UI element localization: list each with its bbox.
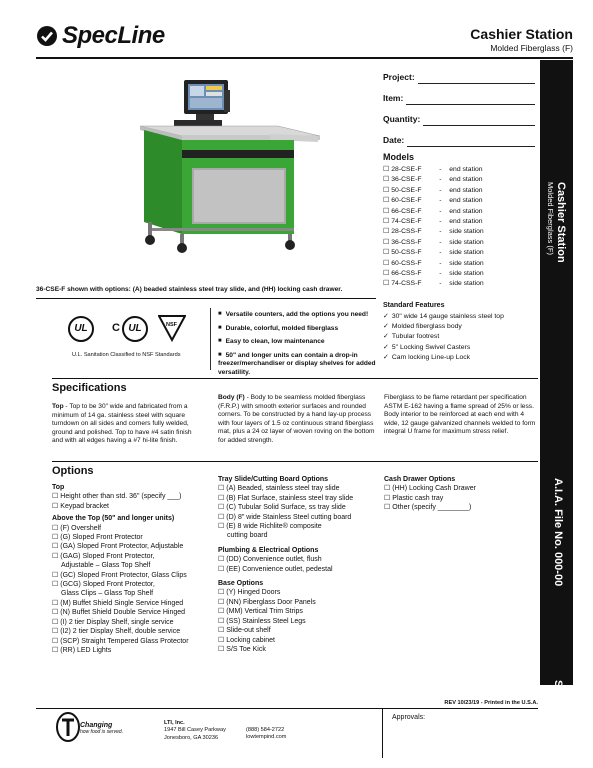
- cert-caption: U.L. Sanitation Classified to NSF Standards: [72, 352, 181, 358]
- sidebar-title: Cashier Station: [555, 182, 567, 263]
- company-address-2: Jonesboro, GA 30236: [164, 734, 219, 741]
- checkmark-circle-icon: [36, 25, 58, 47]
- options-col-1: [52, 483, 212, 655]
- project-label: Project:: [383, 72, 415, 82]
- model-row[interactable]: [383, 248, 535, 258]
- cul-logo: [112, 316, 152, 342]
- project-line[interactable]: [418, 72, 535, 84]
- company-info: [164, 720, 226, 742]
- spec-col-2-label: Body (F): [218, 394, 245, 401]
- brand-logo: [36, 22, 165, 50]
- feature-item: ✓ Molded fiberglass body: [383, 322, 538, 332]
- company-address-1: 1947 Bill Casey Parkway: [164, 727, 226, 734]
- model-type: side station: [449, 259, 484, 267]
- option-item[interactable]: ☐ Keypad bracket: [52, 502, 212, 511]
- caption-rule: [36, 298, 376, 299]
- option-item[interactable]: ☐ (B) Flat Surface, stainless steel tray slide: [218, 494, 378, 503]
- lti-logo: [56, 712, 80, 742]
- option-item[interactable]: ☐ Other (specify ________): [384, 503, 538, 512]
- option-item[interactable]: ☐ Plastic cash tray: [384, 494, 538, 503]
- option-item[interactable]: ☐ (C) Tubular Solid Surface, ss tray slide: [218, 503, 378, 512]
- model-row[interactable]: [383, 269, 535, 279]
- project-field[interactable]: [383, 72, 535, 84]
- highlight-item: ■ Easy to clean, low maintenance: [218, 337, 376, 347]
- options-title: Options: [52, 465, 94, 477]
- options-plumb-title: Plumbing & Electrical Options: [218, 546, 319, 554]
- model-separator: -: [439, 218, 442, 226]
- model-separator: -: [439, 280, 442, 288]
- model-separator: -: [439, 166, 442, 173]
- date-label: Date:: [383, 135, 405, 145]
- option-item[interactable]: ☐ (G) Sloped Front Protector: [52, 533, 212, 542]
- tagline-main: Changing: [80, 722, 113, 729]
- model-type: end station: [449, 197, 483, 205]
- quantity-label: Quantity:: [383, 114, 421, 124]
- option-item[interactable]: ☐ (NN) Fiberglass Door Panels: [218, 598, 378, 607]
- option-item[interactable]: ☐ (N) Buffet Shield Double Service Hinged: [52, 608, 212, 617]
- quantity-line[interactable]: [423, 114, 535, 126]
- model-code: ☐ 50-CSS-F: [391, 249, 422, 257]
- sidebar-title-group: [546, 182, 567, 263]
- item-field[interactable]: [383, 93, 535, 105]
- model-type: end station: [449, 166, 483, 173]
- specifications-title: Specifications: [52, 382, 127, 394]
- page-title: Cashier Station: [470, 26, 573, 42]
- model-code: ☐ 66-CSE-F: [391, 207, 422, 215]
- option-item[interactable]: ☐ (GCG) Sloped Front Protector,: [52, 580, 212, 589]
- option-item-continued: Adjustable – Glass Top Shelf: [61, 562, 151, 570]
- sidebar-sis: SIS No. 000-00: [552, 680, 564, 756]
- product-image: [120, 72, 320, 282]
- spec-col-2: [218, 394, 376, 446]
- options-tray-list: [218, 484, 378, 540]
- feature-item: ✓ 5" Locking Swivel Casters: [383, 343, 538, 353]
- option-item[interactable]: ☐ (RR) LED Lights: [52, 646, 212, 655]
- header-title: [470, 26, 573, 53]
- option-item[interactable]: ☐ (EE) Convenience outlet, pedestal: [218, 565, 378, 574]
- sidebar-subtitle: Molded Fiberglass (F): [546, 182, 555, 255]
- option-item[interactable]: ☐ (SS) Stainless Steel Legs: [218, 617, 378, 626]
- option-item-continued: cutting board: [227, 532, 268, 540]
- model-type: end station: [449, 176, 483, 184]
- model-row[interactable]: [383, 186, 535, 196]
- right-sidebar: [540, 60, 573, 756]
- cul-ring: [122, 316, 148, 342]
- spec-col-3: Fiberglass to be flame retardant per specification ASTM E-162 having a flame spread of 25% or less. Body interior to be reinforced at each end with 4 wide, 12 gauge galvanized channels welded to form integral U frame for maximum stress relief.: [384, 394, 536, 436]
- model-row[interactable]: [383, 175, 535, 185]
- header-rule: [36, 57, 573, 59]
- option-item[interactable]: ☐ (GC) Sloped Front Protector, Glass Clips: [52, 571, 212, 580]
- option-item[interactable]: ☐ (DD) Convenience outlet, flush: [218, 555, 378, 564]
- option-item[interactable]: ☐ (Y) Hinged Doors: [218, 588, 378, 597]
- features-list: [383, 312, 538, 363]
- page-subtitle: Molded Fiberglass (F): [490, 43, 573, 53]
- model-row[interactable]: [383, 279, 535, 289]
- models-list: [383, 165, 535, 290]
- model-type: end station: [449, 186, 483, 194]
- feature-item: ✓ Tubular footrest: [383, 332, 538, 342]
- option-item[interactable]: ☐ (E) 8 wide Richlite® composite: [218, 522, 378, 531]
- contact-info: [246, 727, 286, 742]
- model-separator: -: [439, 259, 442, 267]
- model-separator: -: [439, 249, 442, 257]
- model-type: side station: [449, 280, 484, 288]
- approvals-label: Approvals:: [392, 714, 426, 721]
- model-code: ☐ 60-CSE-F: [391, 197, 422, 205]
- specs-rule-top: [52, 378, 538, 379]
- model-code: ☐ 36-CSS-F: [391, 238, 422, 246]
- options-base-title: Base Options: [218, 580, 264, 588]
- logo-text: SpecLine: [62, 22, 165, 49]
- option-item[interactable]: ☐ (GA) Sloped Front Protector, Adjustable: [52, 542, 212, 551]
- options-base-list: [218, 588, 378, 654]
- nsf-logo: [158, 314, 186, 342]
- item-line[interactable]: [406, 93, 535, 105]
- model-code: ☐ 36-CSE-F: [391, 176, 422, 184]
- model-code: ☐ 28-CSS-F: [391, 228, 422, 236]
- ul-logo-text: UL: [74, 323, 88, 334]
- model-separator: -: [439, 207, 442, 215]
- option-item[interactable]: ☐ (F) Overshelf: [52, 524, 212, 533]
- quantity-field[interactable]: [383, 114, 535, 126]
- spec-col-1: [52, 403, 202, 446]
- revision-text: REV 10/23/19 - Printed in the U.S.A.: [444, 700, 538, 706]
- model-separator: -: [439, 228, 442, 236]
- model-code: ☐ 74-CSE-F: [391, 218, 422, 226]
- option-item[interactable]: ☐ (A) Beaded, stainless steel tray slide: [218, 484, 378, 493]
- highlight-item: ■ Durable, colorful, molded fiberglass: [218, 324, 376, 334]
- model-code: ☐ 74-CSS-F: [391, 280, 422, 288]
- ul-logo: [68, 316, 94, 342]
- option-item[interactable]: ☐ Height other than std. 36" (specify ___): [52, 492, 212, 501]
- item-label: Item:: [383, 93, 404, 103]
- spec-col-1-text: - Top to be 30" wide and fabricated from a minimum of 14 ga. stainless steel with square turndown on all sides and corners fully welded, ground and polished. Top to have #4 satin finish and with all edges having a #7 hi-lite finish.: [52, 403, 192, 445]
- footer-rule: [36, 708, 538, 709]
- model-code: ☐ 28-CSE-F: [391, 166, 422, 173]
- cul-logo-text: UL: [128, 323, 142, 334]
- options-col-2: [218, 475, 378, 654]
- highlights: [218, 310, 376, 382]
- options-plumb-list: [218, 555, 378, 574]
- footer-divider: [382, 708, 383, 758]
- spec-col-1-label: Top: [52, 403, 64, 410]
- model-type: end station: [449, 218, 483, 226]
- model-row[interactable]: [383, 238, 535, 248]
- feature-item: ✓ Cam locking Line-up Lock: [383, 353, 538, 363]
- options-col-3: [384, 475, 538, 513]
- options-cash-list: [384, 484, 538, 512]
- model-row[interactable]: [383, 259, 535, 269]
- tagline: [80, 722, 123, 735]
- model-code: ☐ 50-CSE-F: [391, 186, 422, 194]
- model-row[interactable]: [383, 196, 535, 206]
- tagline-sub: how food is served.: [80, 729, 124, 735]
- options-tray-title: Tray Slide/Cutting Board Options: [218, 476, 329, 483]
- option-item[interactable]: ☐ (GAG) Sloped Front Protector,: [52, 552, 212, 561]
- model-code: ☐ 60-CSS-F: [391, 259, 422, 267]
- model-code: ☐ 66-CSS-F: [391, 270, 422, 278]
- nsf-logo-text: NSF: [166, 322, 177, 328]
- option-item[interactable]: ☐ (HH) Locking Cash Drawer: [384, 484, 538, 493]
- option-item[interactable]: ☐ (M) Buffet Shield Single Service Hinged: [52, 599, 212, 608]
- model-row[interactable]: [383, 217, 535, 227]
- model-separator: -: [439, 186, 442, 194]
- option-item[interactable]: ☐ Locking cabinet: [218, 636, 378, 645]
- model-separator: -: [439, 176, 442, 184]
- option-item[interactable]: ☐ (D) 8" wide Stainless Steel cutting board: [218, 513, 378, 522]
- model-type: end station: [449, 207, 483, 215]
- models-section: [383, 152, 535, 290]
- certifications: [54, 312, 194, 362]
- date-field[interactable]: [383, 135, 535, 147]
- model-type: side station: [449, 228, 484, 236]
- model-row[interactable]: [383, 227, 535, 237]
- options-above-title: Above the Top (50" and longer units): [52, 515, 175, 523]
- options-cash-title: Cash Drawer Options: [384, 476, 456, 483]
- option-item[interactable]: ☐ S/S Toe Kick: [218, 645, 378, 654]
- feature-item: ✓ 30" wide 14 gauge stainless steel top: [383, 312, 538, 322]
- option-item-continued: Glass Clips – Glass Top Shelf: [61, 590, 154, 598]
- options-above-list: [52, 524, 212, 656]
- model-separator: -: [439, 238, 442, 246]
- highlight-item: ■ Versatile counters, add the options you need!: [218, 310, 376, 320]
- options-top-title: Top: [52, 484, 65, 491]
- image-caption: 36-CSE-F shown with options: (A) beaded stainless steel tray slide, and (HH) locking cash drawer.: [36, 286, 343, 293]
- options-top-list: [52, 492, 212, 511]
- highlights-divider: [210, 308, 211, 370]
- model-type: side station: [449, 238, 484, 246]
- standard-features: [383, 302, 538, 363]
- model-type: side station: [449, 249, 484, 257]
- project-form: [383, 72, 535, 147]
- highlight-item: ■ 50" and longer units can contain a drop-in freezer/merchandiser or display shelves for added versatility.: [218, 351, 376, 378]
- option-item[interactable]: ☐ (I) 2 tier Display Shelf, single service: [52, 618, 212, 627]
- sidebar-aia: A.I.A. File No. 000-00: [552, 478, 564, 587]
- specs-rule-bottom: [52, 461, 538, 462]
- standard-features-title: Standard Features: [383, 302, 445, 309]
- spec-col-2-text: - Body to be seamless molded fiberglass (F.R.P.) with smooth exterior surfaces and rounded corners. To be constructed by a hand lay-up process with four layers of 1.5 oz continuous strand fiberglass mat, plus a 24 oz layer of woven roving on the bottom for added strength.: [218, 394, 375, 444]
- company-website[interactable]: lowtempind.com: [246, 734, 287, 741]
- option-item[interactable]: ☐ (SCP) Straight Tempered Glass Protector: [52, 637, 212, 646]
- model-row[interactable]: [383, 165, 535, 175]
- date-line[interactable]: [407, 135, 535, 147]
- company-name: LTI, Inc.: [164, 720, 185, 726]
- option-item[interactable]: ☐ (I2) 2 tier Display Shelf, double service: [52, 627, 212, 636]
- model-row[interactable]: [383, 207, 535, 217]
- option-item[interactable]: ☐ (MM) Vertical Trim Strips: [218, 607, 378, 616]
- model-type: side station: [449, 270, 484, 278]
- model-separator: -: [439, 270, 442, 278]
- cul-c-text: C: [112, 322, 120, 334]
- models-title: Models: [383, 152, 415, 162]
- company-phone: (888) 584-2722: [246, 727, 285, 733]
- option-item[interactable]: ☐ Slide-out shelf: [218, 626, 378, 635]
- model-separator: -: [439, 197, 442, 205]
